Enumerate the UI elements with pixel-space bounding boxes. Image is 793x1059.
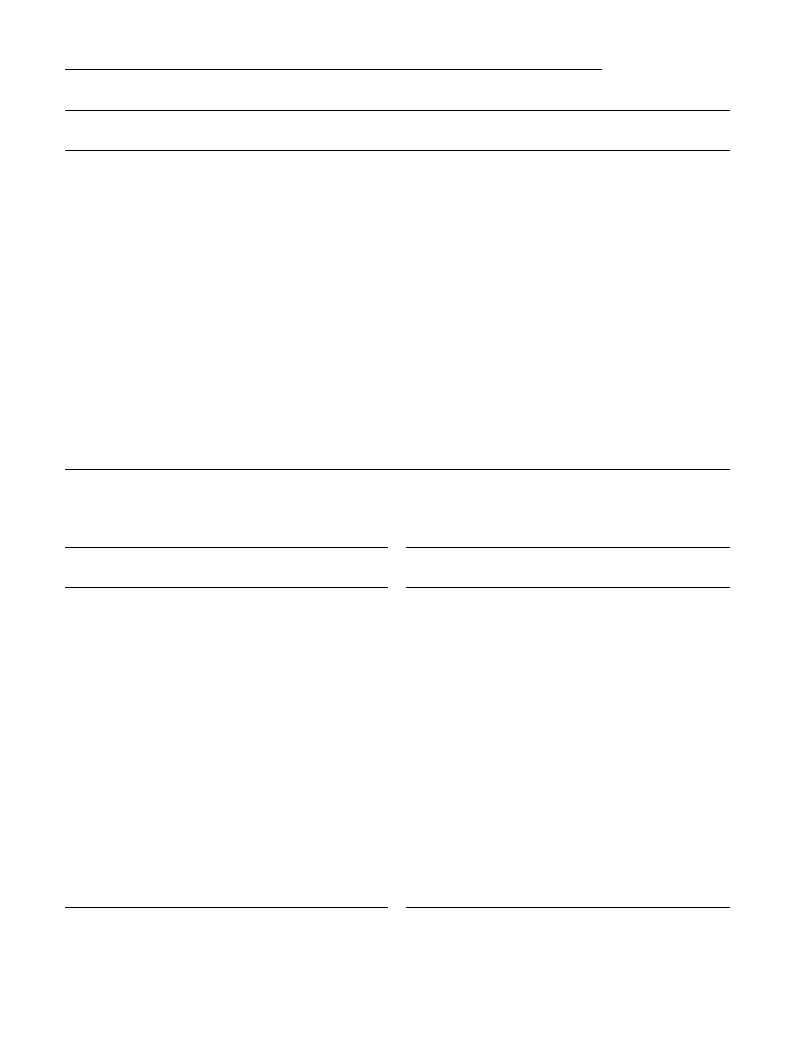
title-underline-rule xyxy=(65,69,602,70)
main-table-bottom-rule xyxy=(65,469,730,470)
left-table-body xyxy=(65,588,388,906)
main-table-body xyxy=(65,151,730,468)
right-table-body xyxy=(406,588,730,906)
right-table-bottom-rule xyxy=(406,907,730,908)
left-table-top-rule xyxy=(65,547,388,548)
main-table-top-rule xyxy=(65,110,730,111)
right-table-top-rule xyxy=(406,547,730,548)
left-table-bottom-rule xyxy=(65,907,388,908)
